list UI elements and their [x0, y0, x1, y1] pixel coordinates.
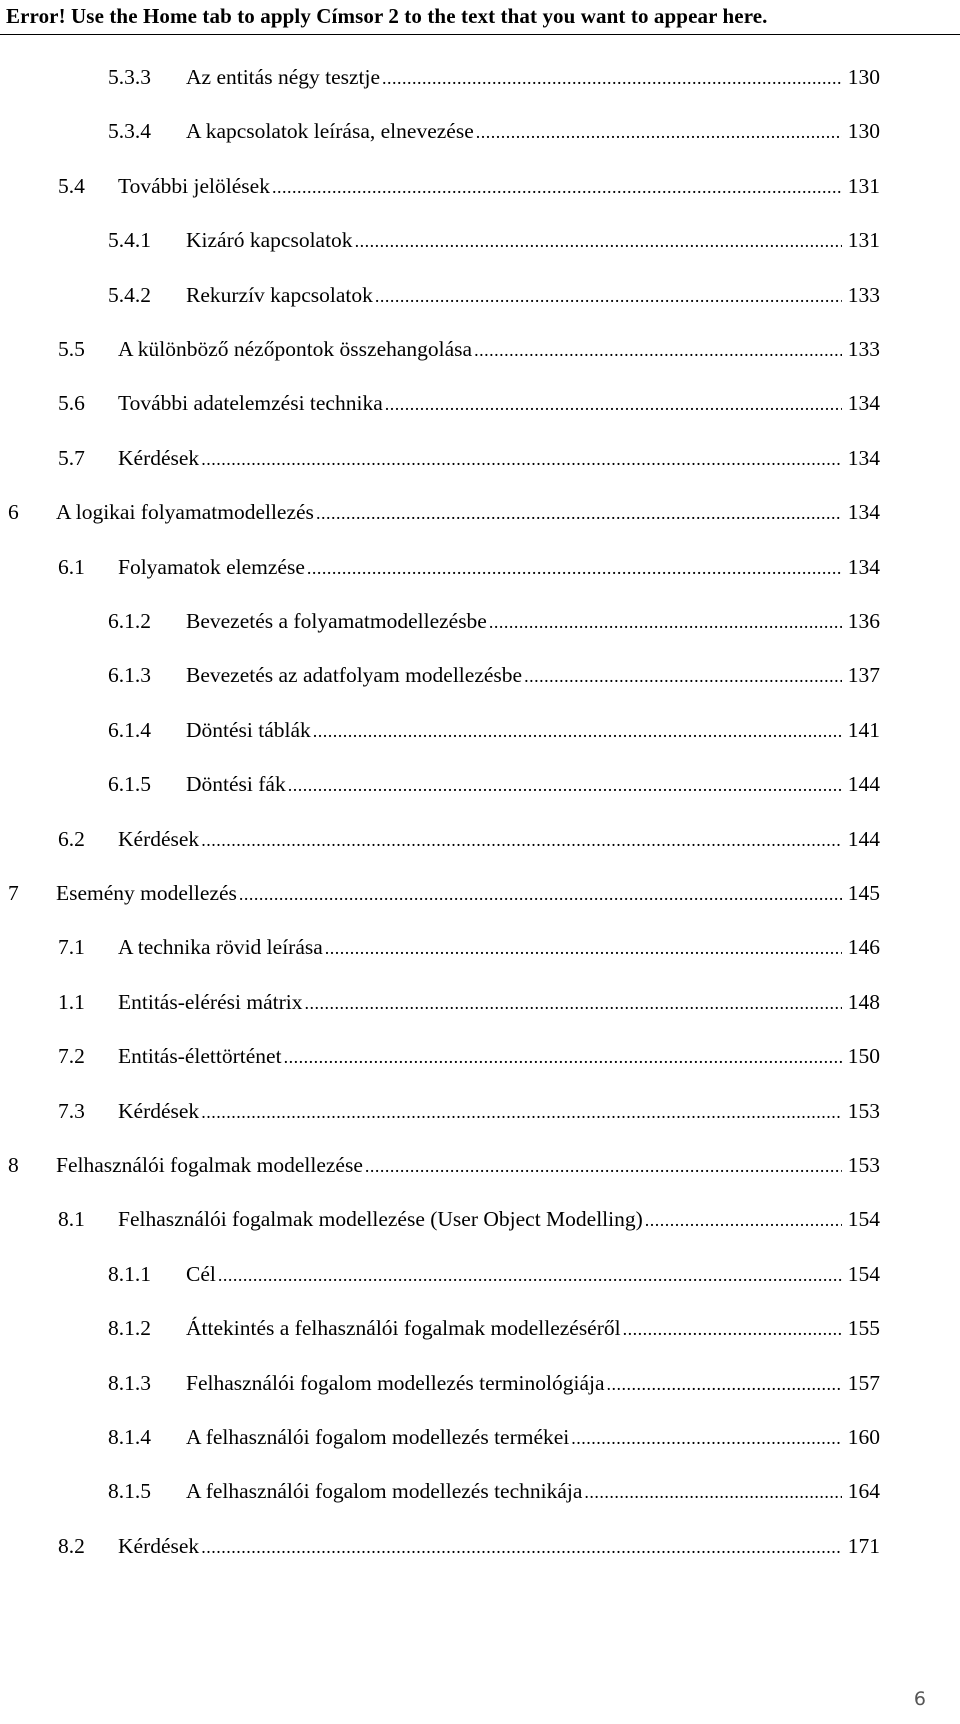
toc-entry[interactable] [58, 1094, 880, 1128]
toc-entry[interactable] [58, 822, 880, 856]
toc-entry[interactable] [108, 658, 880, 692]
toc-dot-leader [385, 387, 842, 421]
toc-dot-leader [571, 1421, 842, 1455]
toc-dot-leader [201, 1530, 842, 1564]
toc-entry-number: 5.7 [58, 445, 85, 470]
toc-entry[interactable] [58, 930, 880, 964]
toc-entry-number: 6.1 [58, 554, 85, 579]
toc-entry-number: 6.1.4 [108, 717, 151, 742]
toc-entry-page: 136 [847, 609, 880, 633]
toc-entry[interactable] [8, 1148, 880, 1182]
toc-entry-number: 8.1.2 [108, 1316, 151, 1341]
toc-dot-leader [375, 279, 842, 313]
toc-entry-number: 5.3.3 [108, 65, 151, 89]
toc-entry-title: A különböző nézőpontok összehangolása [118, 337, 473, 361]
toc-dot-leader [645, 1203, 842, 1237]
toc-entry-title: Felhasználói fogalmak modellezése [56, 1153, 363, 1177]
toc-entry-page: 134 [847, 391, 880, 416]
toc-entry-number: 8.1 [58, 1207, 85, 1232]
toc-dot-leader [288, 768, 842, 802]
toc-entry-title: Bevezetés a folyamatmodellezésbe [186, 609, 487, 633]
toc-entry[interactable] [108, 1311, 880, 1345]
toc-entry-title: A technika rövid leírása [118, 935, 323, 960]
toc-dot-leader [325, 931, 842, 965]
toc-entry-page: 153 [847, 1153, 880, 1177]
toc-entry-page: 134 [847, 554, 880, 579]
toc-entry[interactable] [8, 876, 880, 910]
toc-entry[interactable] [58, 1529, 880, 1563]
toc-entry-number: 5.3.4 [108, 119, 151, 144]
toc-entry-page: 154 [847, 1261, 880, 1286]
toc-entry[interactable] [58, 1202, 880, 1236]
toc-entry[interactable] [8, 495, 880, 529]
toc-entry[interactable] [58, 386, 880, 420]
toc-entry-title: Esemény modellezés [56, 881, 237, 905]
toc-entry-number: 8 [8, 1153, 19, 1177]
toc-entry-page: 155 [847, 1316, 880, 1341]
toc-entry-title: További adatelemzési technika [118, 391, 383, 416]
toc-entry-number: 8.1.3 [108, 1370, 151, 1395]
toc-entry-number: 7.1 [58, 935, 85, 960]
toc-entry-title: Felhasználói fogalmak modellezése (User Object Modelling) [118, 1207, 643, 1232]
toc-entry[interactable] [108, 1474, 880, 1508]
toc-entry-title: Döntési fák [186, 772, 286, 797]
toc-entry-number: 8.1.4 [108, 1425, 151, 1449]
toc-entry-title: Kérdések [118, 445, 200, 470]
toc-entry-title: Folyamatok elemzése [118, 554, 305, 579]
toc-entry-page: 144 [847, 772, 880, 797]
toc-entry-number: 6.2 [58, 826, 85, 851]
toc-entry-title: A felhasználói fogalom modellezés termékei [186, 1425, 570, 1449]
toc-dot-leader [304, 986, 842, 1020]
toc-entry-number: 8.1.1 [108, 1261, 151, 1286]
toc-dot-leader [239, 877, 842, 911]
toc-entry-number: 6.1.2 [108, 609, 151, 633]
toc-entry-number: 7 [8, 881, 19, 905]
toc-entry-title: Rekurzív kapcsolatok [186, 282, 373, 307]
toc-entry-page: 130 [847, 119, 880, 144]
toc-entry-page: 150 [847, 1044, 880, 1069]
toc-entry[interactable] [58, 441, 880, 475]
toc-entry-number: 8.1.5 [108, 1479, 151, 1504]
toc-dot-leader [272, 170, 842, 204]
toc-entry-number: 5.4.1 [108, 228, 151, 253]
toc-entry[interactable] [58, 1039, 880, 1073]
toc-dot-leader [284, 1040, 842, 1074]
toc-entry[interactable] [108, 767, 880, 801]
toc-entry-number: 6.1.3 [108, 663, 151, 688]
toc-entry-title: A kapcsolatok leírása, elnevezése [186, 119, 474, 144]
toc-dot-leader [307, 551, 842, 585]
toc-entry-page: 130 [847, 65, 880, 89]
toc-entry[interactable] [58, 332, 880, 366]
toc-dot-leader [474, 333, 842, 367]
toc-entry-title: További jelölések [118, 173, 270, 198]
toc-entry[interactable] [108, 60, 880, 94]
toc-entry-title: Döntési táblák [186, 717, 311, 742]
toc-dot-leader [365, 1149, 842, 1183]
toc-entry-page: 133 [847, 282, 880, 307]
toc-entry[interactable] [58, 550, 880, 584]
toc-entry-page: 134 [847, 500, 880, 525]
toc-entry-title: Kérdések [118, 1098, 200, 1123]
toc-dot-leader [489, 605, 842, 639]
toc-entry-number: 5.5 [58, 337, 85, 361]
toc-entry-number: 5.4 [58, 173, 85, 198]
toc-entry-number: 7.3 [58, 1098, 85, 1123]
toc-entry-page: 131 [847, 173, 880, 198]
toc-entry-title: Entitás-élettörténet [118, 1044, 282, 1069]
toc-dot-leader [201, 1095, 842, 1129]
toc-entry[interactable] [108, 223, 880, 257]
toc-entry-page: 148 [847, 989, 880, 1014]
toc-entry-number: 5.4.2 [108, 282, 151, 307]
toc-entry-number: 5.6 [58, 391, 85, 416]
toc-entry-page: 131 [847, 228, 880, 253]
toc-entry-page: 137 [847, 663, 880, 688]
toc-entry-page: 141 [847, 717, 880, 742]
toc-dot-leader [201, 442, 842, 476]
toc-dot-leader [524, 659, 842, 693]
toc-entry[interactable] [108, 604, 880, 638]
toc-dot-leader [313, 714, 842, 748]
toc-entry-number: 8.2 [58, 1533, 85, 1558]
toc-entry-page: 164 [847, 1479, 880, 1504]
toc-dot-leader [382, 61, 842, 95]
toc-entry-title: Az entitás négy tesztje [186, 65, 381, 89]
page-number: 6 [913, 1688, 926, 1710]
toc-entry-page: 157 [847, 1370, 880, 1395]
toc-entry[interactable] [108, 114, 880, 148]
toc-entry-number: 6.1.5 [108, 772, 151, 797]
toc-entry-number: 1.1 [58, 989, 85, 1014]
toc-dot-leader [355, 224, 842, 258]
toc-entry-page: 133 [847, 337, 880, 361]
toc-entry-title: Cél [186, 1261, 216, 1286]
toc-entry[interactable] [108, 1366, 880, 1400]
toc-dot-leader [201, 823, 842, 857]
toc-entry[interactable] [58, 169, 880, 203]
toc-entry-page: 160 [847, 1425, 880, 1449]
toc-entry-title: Áttekintés a felhasználói fogalmak modellezéséről [186, 1316, 621, 1341]
toc-entry[interactable] [108, 278, 880, 312]
toc-dot-leader [316, 496, 842, 530]
header-error-text: Error! Use the Home tab to apply Címsor 2 to the text that you want to appear here. [6, 4, 768, 28]
toc-entry-title: A felhasználói fogalom modellezés technikája [186, 1479, 583, 1504]
toc-entry-page: 144 [847, 826, 880, 851]
toc-entry-page: 153 [847, 1098, 880, 1123]
toc-entry-number: 7.2 [58, 1044, 85, 1069]
toc-entry[interactable] [108, 713, 880, 747]
toc-dot-leader [623, 1312, 842, 1346]
toc-entry-page: 171 [847, 1533, 880, 1558]
toc-entry-number: 6 [8, 500, 19, 525]
toc-entry-title: Kérdések [118, 826, 200, 851]
toc-entry-title: Entitás-elérési mátrix [118, 989, 303, 1014]
toc-entry-title: Felhasználói fogalom modellezés terminológiája [186, 1370, 605, 1395]
toc-entry-page: 145 [847, 881, 880, 905]
page-header [0, 0, 960, 35]
toc-entry-title: Bevezetés az adatfolyam modellezésbe [186, 663, 523, 688]
toc-dot-leader [476, 115, 842, 149]
toc-dot-leader [218, 1258, 842, 1292]
toc-entry[interactable] [108, 1257, 880, 1291]
toc-entry[interactable] [58, 985, 880, 1019]
toc-entry-title: Kérdések [118, 1533, 200, 1558]
toc-entry-page: 154 [847, 1207, 880, 1232]
toc-dot-leader [584, 1475, 842, 1509]
toc-entry-page: 146 [847, 935, 880, 960]
toc-dot-leader [607, 1367, 842, 1401]
toc-entry-title: A logikai folyamatmodellezés [56, 500, 314, 525]
toc-entry[interactable] [108, 1420, 880, 1454]
toc-entry-title: Kizáró kapcsolatok [186, 228, 353, 253]
toc-entry-page: 134 [847, 445, 880, 470]
